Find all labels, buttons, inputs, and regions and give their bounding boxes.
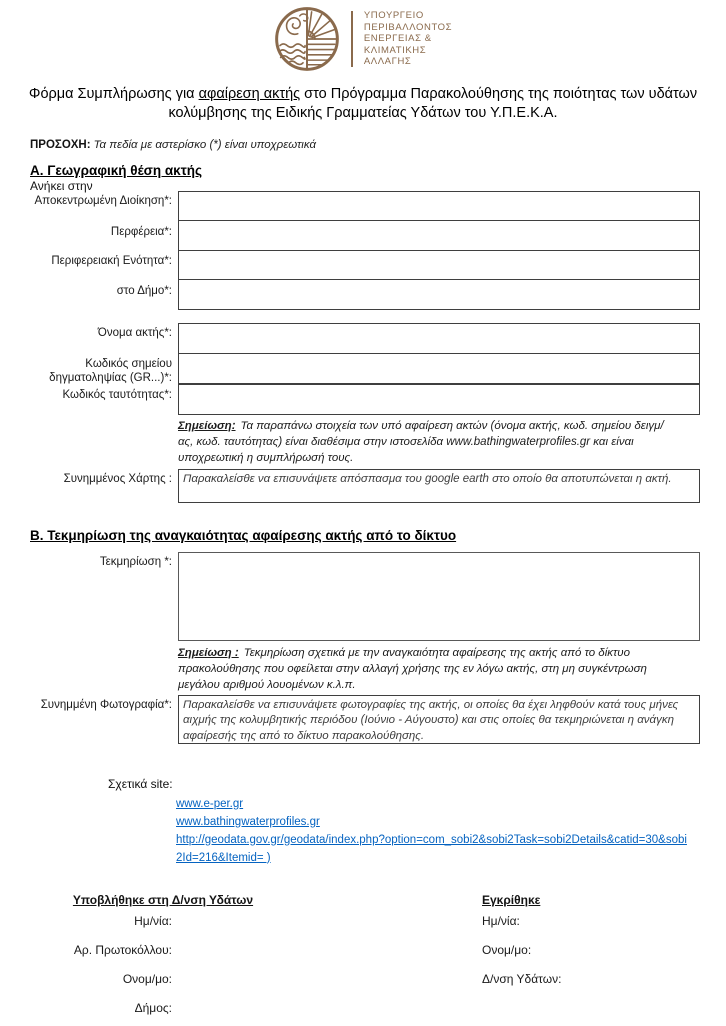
region-input[interactable] [178,220,700,251]
section-b-heading: Β. Τεκμηρίωση της αναγκαιότητας αφαίρεσης ακτής από το δίκτυο [30,527,457,543]
municipality-label: στο Δήμο*: [116,284,172,297]
approved-water-directorate-label: Δ/νση Υδάτων: [482,972,562,986]
beach-field-group [0,323,726,414]
attention-note [30,138,726,153]
field-row [0,323,726,354]
attached-photo-label: Συνημμένη Φωτογραφία*: [40,698,172,711]
link-e-per[interactable]: www.e-per.gr [176,797,244,810]
section-a-note [178,418,678,466]
form-title [28,85,698,123]
approved-fields [482,914,682,987]
attached-photo-row [0,695,726,744]
sampling-point-code-input[interactable] [178,353,700,384]
title-underlined-phrase: αφαίρεση ακτής [198,86,301,102]
title-suffix: στο Πρόγραμμα Παρακολούθησης της ποιότητας των υδάτων κολύμβησης της Ειδικής Γραμματείας Υδάτων του Υ.Π.Ε.Κ.Α. [168,86,698,121]
submitted-date-label: Ημ/νία: [134,914,172,928]
ministry-line: ΥΠΟΥΡΓΕΙΟ [363,10,424,22]
related-sites-list [176,795,692,867]
attention-label: ΠΡΟΣΟΧΗ: [30,139,91,151]
identity-code-label: Κωδικός ταυτότητας*: [62,389,172,402]
attached-map-row [0,469,726,503]
attention-text: Τα πεδία με αστερίσκο (*) είναι υποχρεωτικά [93,139,317,151]
ministry-name [364,10,452,68]
municipality-input[interactable] [178,279,700,310]
regional-unit-label: Περιφερειακή Ενότητα*: [51,255,172,268]
submitted-protocol-number-label: Αρ. Πρωτοκόλλου: [73,943,172,957]
section-b-note [178,645,678,693]
justification-textarea[interactable] [178,552,700,641]
link-geodata[interactable]: http://geodata.gov.gr/geodata/index.php?option=com_sobi2&sobi2Task=sobi2Details&catid=30&sobi2Id=216&Itemid= ) [176,833,687,864]
note-text: Τεκμηρίωση σχετικά με την αναγκαιότητα αφαίρεσης της ακτής από το δίκτυο πρακολούθησης που οφείλεται στην αλλαγή χρήσης της εν λόγω ακτής, στη μη συγκέντρωση μεγάλου αριθμού λουομένων κ.λ.π. [178,646,647,691]
field-row [0,251,726,280]
justification-label: Τεκμηρίωση *: [99,555,172,568]
related-sites [0,777,726,867]
note-label: Σημείωση : [178,646,239,659]
submitted-fields [30,914,172,1016]
regional-unit-input[interactable] [178,250,700,281]
beach-name-input[interactable] [178,323,700,354]
beach-name-label: Όνομα ακτής*: [97,327,172,340]
approved-date-label: Ημ/νία: [482,914,520,928]
submitted-municipality-label: Δήμος: [134,1001,172,1015]
title-prefix: Φόρμα Συμπλήρωσης για [28,86,199,102]
ministry-header [0,0,726,72]
ministry-line: ΠΕΡΙΒΑΛΛΟΝΤΟΣ [363,21,453,33]
region-label: Περφέρεια*: [110,226,172,238]
ministry-line: ΚΛΙΜΑΤΙΚΗΣ [363,44,427,56]
related-sites-label: Σχετικά site: [108,776,173,791]
submitted-name-label: Ονομ/μο: [122,972,172,986]
field-row [0,281,726,310]
ministry-line: ΑΛΛΑΓΗΣ [363,56,412,68]
attached-map-label: Συνημμένος Χάρτης : [63,472,172,485]
field-row [0,385,726,414]
field-row [0,222,726,251]
decentralized-administration-input[interactable] [178,191,700,222]
justification-row [0,552,726,641]
location-field-group [0,191,726,310]
ministry-emblem-icon [274,6,340,72]
approved-column [482,893,682,1001]
approved-heading: Εγκρίθηκε [482,893,541,907]
note-label: Σημείωση: [178,419,236,432]
ministry-line: ΕΝΕΡΓΕΙΑΣ & [363,33,432,45]
identity-code-input[interactable] [178,384,700,415]
belongs-to-label: Ανήκει στην [30,179,93,193]
sampling-point-code-label: Κωδικός σημείου δηγματοληψίας (GR...)*: [49,358,172,385]
logo-divider [351,11,353,67]
approved-name-label: Ονομ/μο: [482,943,532,957]
field-row [0,191,726,222]
decentralized-administration-label: Αποκεντρωμένη Διοίκηση*: [34,195,172,207]
section-a-heading: Α. Γεωγραφική θέση ακτής [30,163,203,178]
attached-photo-box[interactable]: Παρακαλείσθε να επισυνάψετε φωτογραφίες της ακτής, οι οποίες θα έχει ληφθούν κατά τους μήνες αιχμής της κολυμβητικής περιόδου (Ιούνιο - Αύγουστο) και στις οποίες θα τεκμηριώνεται η ανάγκη αφαίρεσής της από το δίκτυο παρακολούθησης. [178,695,700,744]
submitted-column [30,893,296,1026]
field-row [0,354,726,385]
link-bathingwaterprofiles[interactable]: www.bathingwaterprofiles.gr [176,815,320,828]
note-text: Τα παραπάνω στοιχεία των υπό αφαίρεση ακτών (όνομα ακτής, κωδ. σημείου δειγμ/ας, κωδ. ταυτότητας) είναι διαθέσιμα στην ιστοσελίδα www.bathingwaterprofiles.gr και είναι υποχρεωτική η συμπλήρωσή τους. [178,419,664,464]
attached-map-box[interactable]: Παρακαλείσθε να επισυνάψετε απόσπασμα του google earth στο οποίο θα αποτυπώνεται η ακτή. [178,469,700,503]
submitted-heading: Υποβλήθηκε στη Δ/νση Υδάτων [72,893,254,907]
